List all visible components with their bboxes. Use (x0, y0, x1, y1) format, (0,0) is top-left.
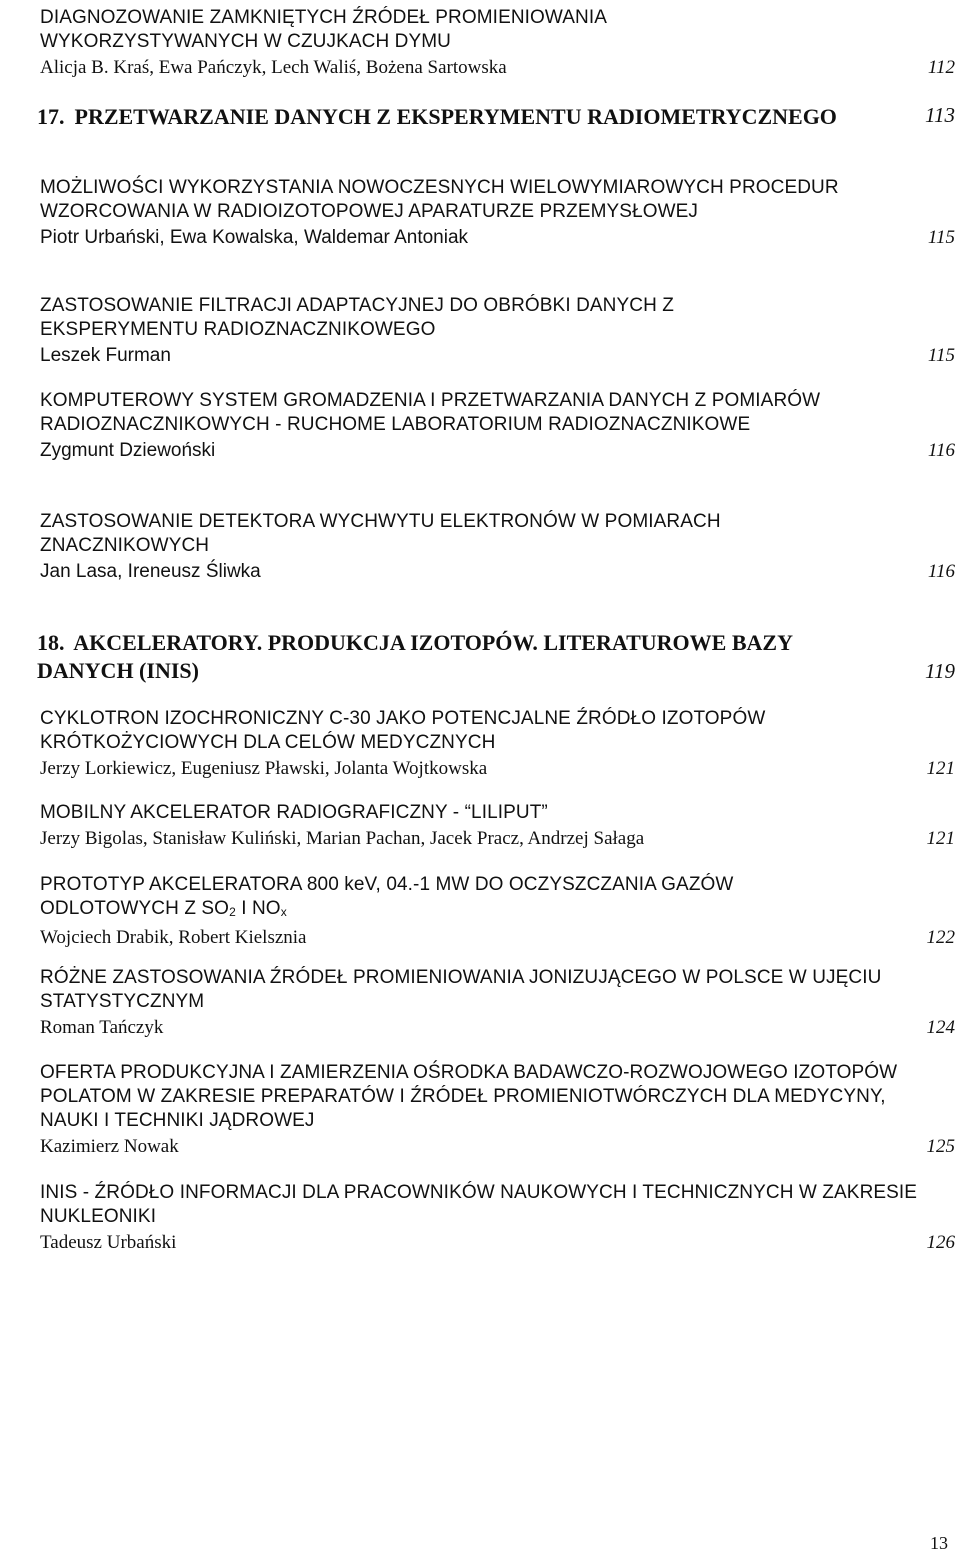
entry-page: 126 (926, 1232, 955, 1253)
toc-entry (40, 873, 955, 950)
entry-page: 121 (926, 758, 955, 779)
entry-authors: Zygmunt Dziewoński (40, 440, 216, 461)
entry-title: MOBILNY AKCELERATOR RADIOGRAFICZNY - “LILIPUT” (40, 802, 548, 823)
entry-page: 116 (927, 440, 955, 461)
entry-authors: Piotr Urbański, Ewa Kowalska, Waldemar Antoniak (40, 227, 469, 248)
entry-title: RÓŻNE ZASTOSOWANIA ŹRÓDEŁ PROMIENIOWANIA JONIZUJĄCEGO W POLSCE W UJĘCIU STATYSTYCZNYM (40, 967, 882, 1012)
entry-authors: Leszek Furman (40, 345, 171, 366)
toc-entry (40, 510, 955, 584)
chapter-page: 119 (925, 659, 955, 683)
entry-authors: Tadeusz Urbański (40, 1232, 177, 1253)
entry-authors: Jan Lasa, Ireneusz Śliwka (40, 561, 261, 582)
chapter-page: 113 (925, 103, 955, 127)
entry-page: 115 (927, 227, 955, 248)
page-number: 13 (930, 1533, 948, 1553)
entry-title: ZASTOSOWANIE FILTRACJI ADAPTACYJNEJ DO OBRÓBKI DANYCH Z EKSPERYMENTU RADIOZNACZNIKOWEGO (40, 295, 674, 340)
toc-entry (40, 176, 955, 250)
toc-entry (40, 389, 955, 463)
entry-authors: Wojciech Drabik, Robert Kielsznia (40, 927, 307, 948)
entry-authors: Jerzy Bigolas, Stanisław Kuliński, Marian Pachan, Jacek Pracz, Andrzej Sałaga (40, 828, 645, 849)
toc-entry (40, 1061, 955, 1159)
toc-entry (40, 966, 955, 1040)
entry-authors: Jerzy Lorkiewicz, Eugeniusz Pławski, Jolanta Wojtkowska (40, 758, 488, 779)
entry-page: 115 (927, 345, 955, 366)
entry-title: KOMPUTEROWY SYSTEM GROMADZENIA I PRZETWARZANIA DANYCH Z POMIARÓW RADIOZNACZNIKOWYCH - RUCHOME LABORATORIUM RADIOZNACZNIKOWE (40, 390, 821, 435)
entry-authors: Kazimierz Nowak (40, 1136, 179, 1157)
chapter-title: AKCELERATORY. PRODUKCJA IZOTOPÓW. LITERATUROWE BAZY DANYCH (INIS) (37, 630, 793, 683)
entry-title: DIAGNOZOWANIE ZAMKNIĘTYCH ŹRÓDEŁ PROMIENIOWANIA WYKORZYSTYWANYCH W CZUJKACH DYMU (40, 7, 606, 52)
entry-page: 112 (927, 57, 955, 78)
chapter-number: 18. (37, 630, 65, 655)
chapter-heading-18 (37, 629, 955, 685)
entry-title: ZASTOSOWANIE DETEKTORA WYCHWYTU ELEKTRONÓW W POMIARACH ZNACZNIKOWYCH (40, 511, 721, 556)
chapter-title: PRZETWARZANIE DANYCH Z EKSPERYMENTU RADIOMETRYCZNEGO (74, 104, 837, 129)
toc-entry (40, 707, 955, 781)
toc-entry (40, 294, 955, 368)
entry-title: INIS - ŹRÓDŁO INFORMACJI DLA PRACOWNIKÓW NAUKOWYCH I TECHNICZNYCH W ZAKRESIE NUKLEONIKI (40, 1182, 918, 1227)
entry-page: 116 (927, 561, 955, 582)
entry-page: 122 (926, 927, 955, 948)
toc-entry (40, 801, 955, 851)
entry-page: 125 (926, 1136, 955, 1157)
entry-authors: Alicja B. Kraś, Ewa Pańczyk, Lech Waliś, Bożena Sartowska (40, 57, 507, 78)
entry-page: 124 (926, 1017, 955, 1038)
entry-page: 121 (926, 828, 955, 849)
chapter-heading-17 (37, 103, 955, 131)
chapter-number: 17. (37, 104, 65, 129)
entry-title: MOŻLIWOŚCI WYKORZYSTANIA NOWOCZESNYCH WIELOWYMIAROWYCH PROCEDUR WZORCOWANIA W RADIOIZOTOPOWEJ APARATURZE PRZEMYSŁOWEJ (40, 177, 839, 222)
entry-title: OFERTA PRODUKCYJNA I ZAMIERZENIA OŚRODKA BADAWCZO-ROZWOJOWEGO IZOTOPÓW POLATOM W ZAKRESIE PREPARATÓW I ŹRÓDEŁ PROMIENIOTWÓRCZYCH DLA MEDYCYNY, NAUKI I TECHNIKI JĄDROWEJ (40, 1062, 898, 1131)
entry-title: PROTOTYP AKCELERATORA 800 keV, 04.-1 MW DO OCZYSZCZANIA GAZÓW ODLOTOWYCH Z $SO_2$ I $NO_x$ (40, 874, 734, 919)
toc-entry (40, 6, 955, 80)
entry-title: CYKLOTRON IZOCHRONICZNY C-30 JAKO POTENCJALNE ŹRÓDŁO IZOTOPÓW KRÓTKOŻYCIOWYCH DLA CELÓW MEDYCZNYCH (40, 708, 766, 753)
entry-authors: Roman Tańczyk (40, 1017, 164, 1038)
toc-entry (40, 1181, 955, 1255)
